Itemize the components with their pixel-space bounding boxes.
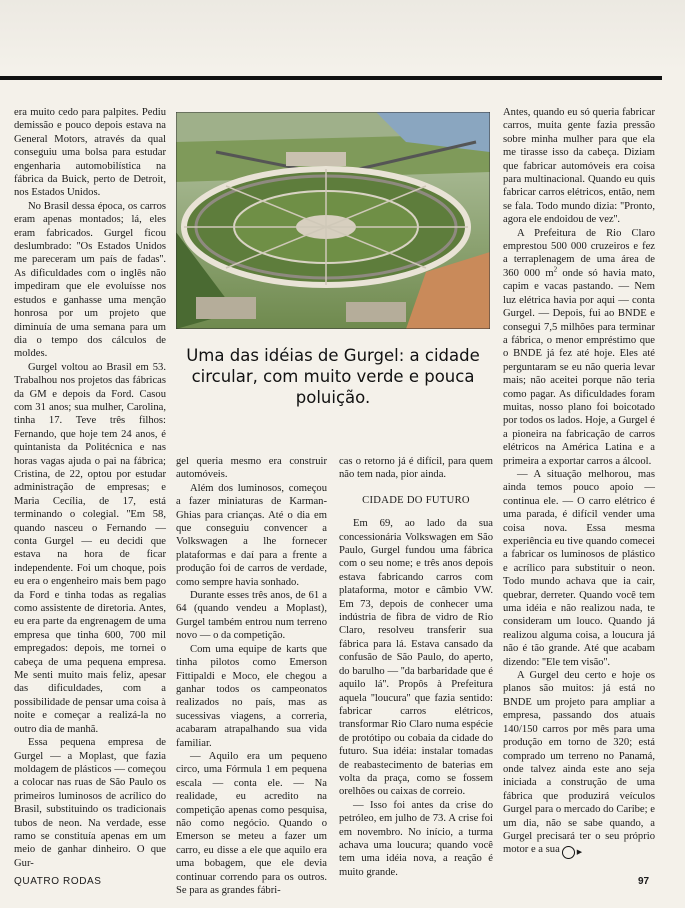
text-run: onde só havia mato, capim e vacas pastando. — Nem luz elétrica havia por aqui — conta Gurgel. — Depois, fui ao BNDE e consegui 7,5 milhões para terminar a fábrica, o menor empréstimo que o BNDE já fez até hoje. Eles até perguntaram se eu não queria levar mais; não aceitei porque não teria como pagar. As dificuldades foram muitas, nosso plano foi boicotado por todos os lados. Hoje, a Gurgel é a pioneira na fabricação de carros elétricos na América Latina e a primeira a exportar carros a álcool. — [503, 267, 655, 467]
paragraph: — A situação melhorou, mas ainda temos pouco apoio — continua ele. — O carro elétrico é uma parada, é difícil vender uma coisa nova. Essa mesma experiência eu tive quando comecei a fabricar os luminosos de plástico e acrílico para substituir o neon. Todo mundo achava que ia cair, quebrar, derreter. Quando você tem uma idéia e não realizou nada, te consideram um louco. Quando já realizou alguma coisa, a loucura já não é tão grande. Até que acabam dizendo: ''Ele tem visão''. — [503, 468, 655, 668]
paragraph: Em 69, ao lado da sua concessionária Volkswagen em São Paulo, Gurgel fundou uma fábrica com o seu nome; e três anos depois estava fabricando carros com plataforma, motor e câmbio VW. Em 73, depois de conhecer uma indústria de fibra de vidro de Rio Claro, resolveu transferir sua fábrica para lá. Estava cansado da confusão de São Paulo, do aperto, do barulho — ''da barbaridade que é aquilo lá''. Propôs à Prefeitura aquela ''loucura'' que fazia sentido: fabricar carros elétricos, transformar Rio Claro numa espécie de protótipo ou cobaia da cidade do futuro. Sua idéia: instalar tomadas de reabastecimento de baterias em volta da praça, como se fossem orelhões ou caixas de correio. — [339, 518, 493, 798]
column-1 — [14, 106, 166, 870]
page-number: 97 — [638, 876, 650, 887]
paragraph: era muito cedo para palpites. Pediu demissão e pouco depois estava na General Motors, através da qual conseguiu uma bolsa para estudar engenharia automobilística na fábrica da Buick, perto de Detroit, nos Estados Unidos. — [14, 107, 166, 199]
column-2 — [176, 455, 327, 897]
text-run: A Prefeitura de Rio Claro emprestou 500 000 cruzeiros e fez a terraplenagem de uma área de 360 000 m — [503, 227, 655, 279]
continue-arrow-icon: ▶ — [562, 846, 575, 859]
text-run: A Gurgel deu certo e hoje os planos são muitos: já está no BNDE um projeto para ampliar a empresa, passando dos atuais 140/150 carros por mês para uma produção em torno de 320; está comprado um terreno no Panamá, onde talvez ainda este ano seja iniciada a construção de uma fábrica que produzirá veículos Gurgel para o mercado do Caribe; e um dia, não se sabe quando, a Gurgel precisará ter o seu próprio motor e a sua — [503, 670, 655, 856]
paragraph: Essa pequena empresa de Gurgel — a Moplast, que fazia moldagem de plásticos — começou a colocar nas ruas de São Paulo os primeiros luminosos de acrílico do Brasil, substituindo os tradicionais tubos de neon. Na verdade, esse ramo se constituía apenas em um meio de ganhar dinheiro. O que Gur- — [14, 737, 166, 869]
paragraph: No Brasil dessa época, os carros eram apenas montados; lá, eles eram fabricados. Gurgel ficou deslumbrado: ''Os Estados Unidos me pareceram um país de fadas''. As dificuldades com o inglês não impediram que ele evoluísse nos estudos e ganhasse uma menção honrosa por um projeto que diminuía de uma semana para um dia o tempo dos cálculos de moldes. — [14, 200, 166, 360]
paragraph — [503, 227, 655, 468]
paragraph: Além dos luminosos, começou a fazer miniaturas de Karman-Ghias para crianças. Até o dia em que conseguiu convencer a Volkswagen a lhe fornecer plataformas e daí para a frente a produção foi de carros de verdade, como sempre havia sonhado. — [176, 482, 327, 588]
paragraph: Durante esses três anos, de 61 a 64 (quando vendeu a Moplast), Gurgel também entrou num terreno novo — o da competição. — [176, 590, 327, 642]
section-subheading: CIDADE DO FUTURO — [362, 494, 470, 506]
circular-city-illustration — [176, 112, 490, 329]
page-top-margin — [0, 0, 685, 70]
header-rule — [0, 76, 662, 80]
paragraph: Com uma equipe de karts que tinha pilotos como Emerson Fittipaldi e Moco, ele chegou a ganhar todos os campeonatos realizados no país, mas as sucessivas viagens, a correria, acabaram atrapalhando sua vida familiar. — [176, 643, 327, 749]
paragraph: gel queria mesmo era construir automóveis. — [176, 456, 327, 481]
paragraph: Gurgel voltou ao Brasil em 53. Trabalhou nos projetos das fábricas da GM e depois da Ford. Casou com 31 anos; sua mulher, Carolina, tinha 17. Teve três filhos: Fernando, que hoje tem 24 anos, é quintanista da Politécnica e nas horas vagas ajuda o pai na fábrica; Cristina, de 22, optou por estudar administração de empresas; e Maria Cecília, de 17, está terminando o colegial. ''Em 58, quando nasceu o Fernando — conta Gurgel — eu decidi que estava na hora de ficar independente. Foi um choque, pois eu era o engenheiro mais bem pago da Ford e tinha todas as regalias como assistente de diretoria. Antes, eu era parte da engrenagem de uma empresa que tinha 600, 700 mil empregados: depois, me tornei o cabeça de uma pequena empresa. Me senti muito mais feliz, apesar das dificuldades, com a possibilidade de pensar uma coisa à noite e começar a realizá-la no outro dia de manhã. — [14, 361, 166, 735]
paragraph: cas o retorno já é difícil, para quem não tem nada, pior ainda. — [339, 456, 493, 481]
column-4 — [503, 106, 655, 859]
paragraph: — Isso foi antes da crise do petróleo, em julho de 73. A crise foi em novembro. No início, a turma achava uma loucura; quando você tem uma idéia nova, a reação é muito grande. — [339, 799, 493, 878]
paragraph: — Aquilo era um pequeno circo, uma Fórmula 1 em pequena escala — conta ele. — Na realidade, eu acredito na competição apenas como pesquisa, não como negócio. Quando o Emerson se meteu a fazer um carro, eu disse a ele que aquilo era uma bobagem, que ele devia continuar correndo para os outros. Se para as grandes fábri- — [176, 750, 327, 896]
paragraph — [503, 669, 655, 859]
superscript: 2 — [553, 265, 558, 274]
photo-caption: Uma das idéias de Gurgel: a cidade circular, com muito verde e pouca poluição. — [186, 346, 480, 407]
publication-name: QUATRO RODAS — [14, 876, 102, 887]
paragraph: Antes, quando eu só queria fabricar carros, muita gente fazia pressão sobre minha mulher para que ela me tirasse isso da cabeça. Diziam que fabricar automóveis era coisa para multinacional. Quando eu quis fabricar carros elétricos, então, nem se fala. Todo mundo dizia: ''Pronto, agora ele endoidou de vez''. — [503, 107, 655, 226]
column-3 — [339, 455, 493, 879]
